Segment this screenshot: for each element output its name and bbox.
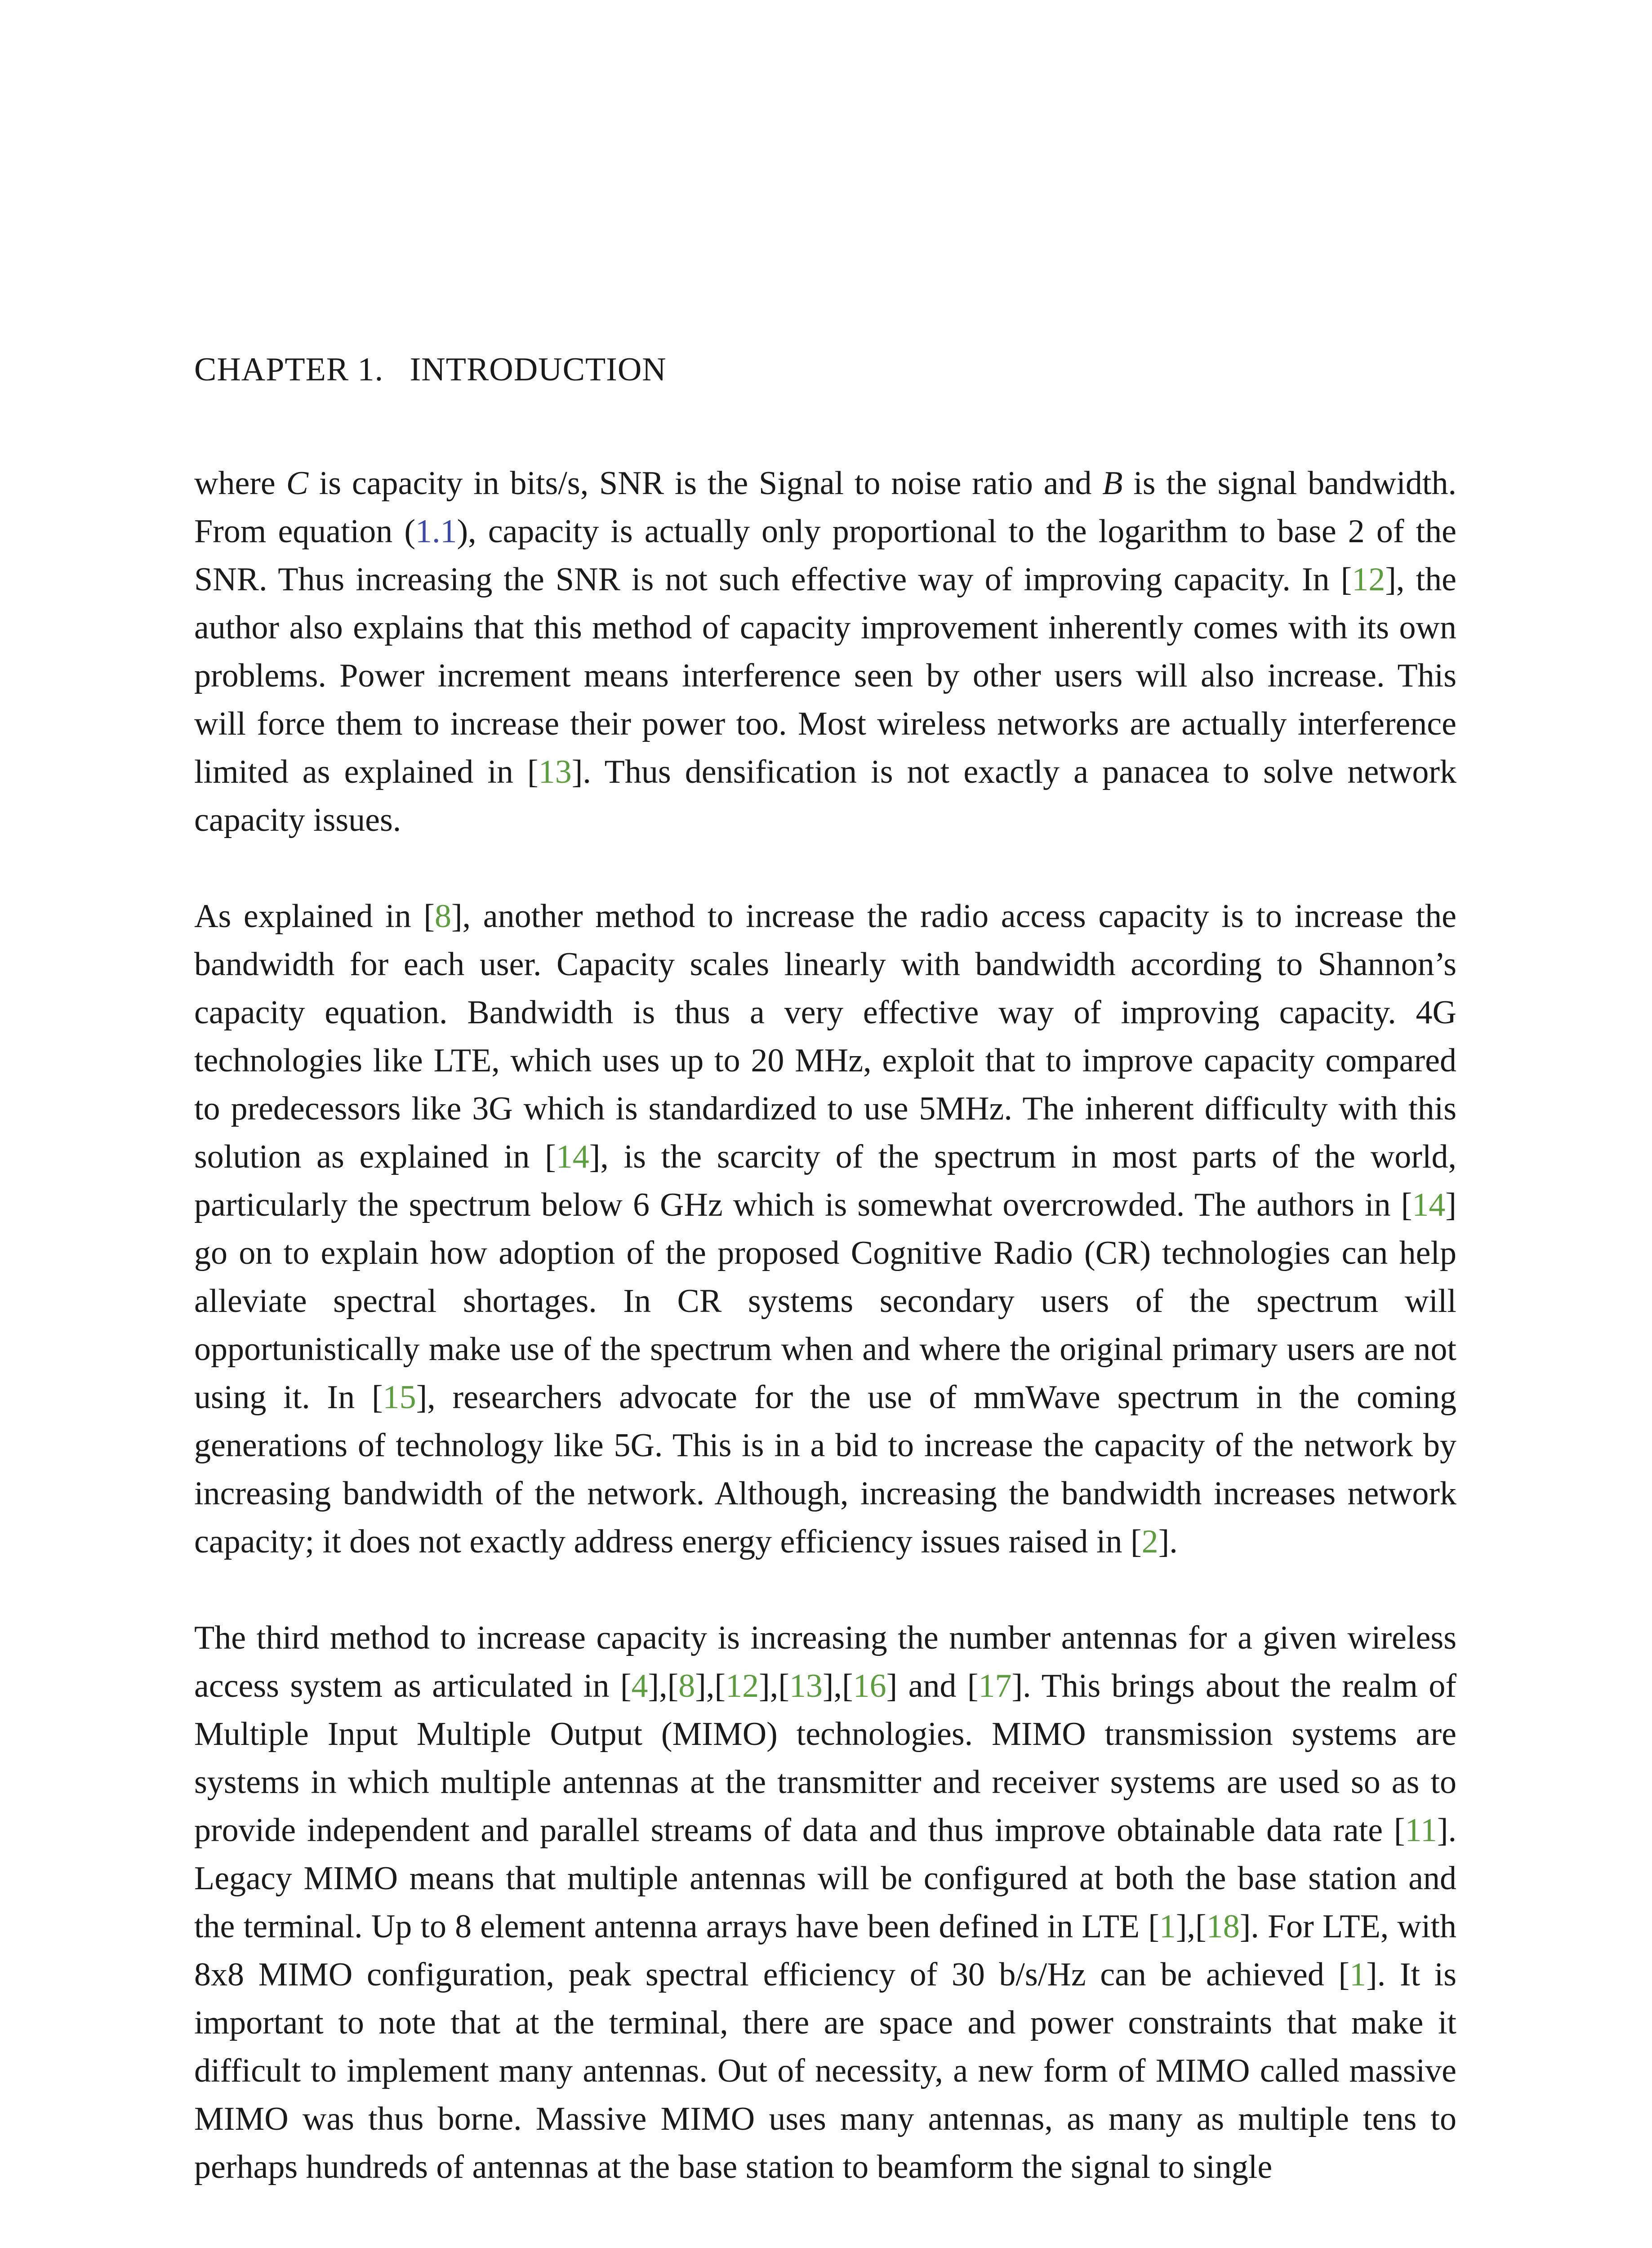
paragraph-text: ], the author also explains that this method of capacity improvement inherently comes with its own problems. Power increment means interference seen by other users will also increase. This will force them to increase their power too. Most wireless networks are actually interference limited as explained in [ — [194, 561, 1456, 790]
paragraph-text: ]. For LTE, with 8x8 MIMO configuration, peak spectral efficiency of 30 b/s/Hz can be achieved [ — [194, 1908, 1456, 1993]
citation-link[interactable]: 13 — [789, 1668, 823, 1704]
citation-link[interactable]: 1 — [1349, 1956, 1367, 1993]
citation-link[interactable]: 1 — [1159, 1908, 1176, 1945]
paragraph-text: As explained in [ — [194, 898, 435, 935]
paragraph-text: ] go on to explain how adoption of the proposed Cognitive Radio (CR) technologies can help alleviate spectral shortages. In CR systems secondary users of the spectrum will opportunistically make use of the spectrum when and where the original primary users are not using it. In [ — [194, 1186, 1456, 1416]
citation-link[interactable]: 16 — [853, 1668, 886, 1704]
paragraph-text: ], researchers advocate for the use of mmWave spectrum in the coming generations of technology like 5G. This is in a bid to increase the capacity of the network by increasing bandwidth of the network. Although, increasing the bandwidth increases network capacity; it does not exactly address energy efficiency issues raised in [ — [194, 1379, 1456, 1560]
paragraph-text: ], another method to increase the radio access capacity is to increase the bandwidth for each user. Capacity scales linearly with bandwidth according to Shannon’s capacity equation. Bandwidth is thus a very effective way of improving capacity. 4G technologies like LTE, which uses up to 20 MHz, exploit that to improve capacity compared to predecessors like 3G which is standardized to use 5MHz. The inherent difficulty with this solution as explained in [ — [194, 898, 1457, 1175]
citation-link[interactable]: 2 — [1141, 1523, 1158, 1560]
math-variable: C — [286, 465, 308, 502]
paragraph-text: ]. It is important to note that at the terminal, there are space and power constraints that make it difficult to implement many antennas. Out of necessity, a new form of MIMO called massive MIMO was thus borne. Massive MIMO uses many antennas, as many as multiple tens to perhaps hundreds of antennas at the base station to beamform the signal to single — [194, 1956, 1456, 2186]
paragraph — [194, 892, 1456, 1566]
citation-link[interactable]: 13 — [538, 754, 572, 790]
paragraph-text: ]. Legacy MIMO means that multiple antennas will be configured at both the base station and the terminal. Up to 8 element antenna arrays have been defined in LTE [ — [194, 1812, 1456, 1945]
citation-link[interactable]: 8 — [434, 898, 451, 935]
paragraph-text: ] and [ — [886, 1668, 979, 1704]
citation-link[interactable]: 12 — [1352, 561, 1385, 598]
paragraph-text: ],[ — [695, 1668, 726, 1704]
paragraph-text: ), capacity is actually only proportional to the logarithm to base 2 of the SNR. Thus increasing the SNR is not such effective way of improving capacity. In [ — [194, 513, 1456, 598]
equation-reference-link[interactable]: 1.1 — [415, 513, 457, 550]
paragraph-text: ],[ — [822, 1668, 853, 1704]
body-text — [194, 459, 1456, 2191]
citation-link[interactable]: 4 — [631, 1668, 648, 1704]
citation-link[interactable]: 12 — [726, 1668, 759, 1704]
running-head: CHAPTER 1. INTRODUCTION — [194, 351, 667, 388]
citation-link[interactable]: 18 — [1206, 1908, 1240, 1945]
paragraph — [194, 459, 1456, 844]
citation-link[interactable]: 14 — [1412, 1186, 1446, 1223]
math-variable: B — [1102, 465, 1123, 502]
paragraph-text: ]. — [1158, 1523, 1178, 1560]
paragraph-text: ]. Thus densification is not exactly a panacea to solve network capacity issues. — [194, 754, 1457, 839]
paragraph-text: ],[ — [759, 1668, 789, 1704]
paragraph-text: ],[ — [648, 1668, 679, 1704]
citation-link[interactable]: 15 — [383, 1379, 416, 1416]
paragraph-text: ]. This brings about the realm of Multiple Input Multiple Output (MIMO) technologies. MIMO transmission systems are systems in which multiple antennas at the transmitter and receiver systems are used so as to provide independent and parallel streams of data and thus improve obtainable data rate [ — [194, 1668, 1456, 1849]
paragraph — [194, 1614, 1456, 2191]
paragraph-text: is capacity in bits/s, SNR is the Signal to noise ratio and — [308, 465, 1103, 502]
citation-link[interactable]: 8 — [678, 1668, 695, 1704]
paragraph-text: The third method to increase capacity is increasing the number antennas for a given wireless access system as articulated in [ — [194, 1619, 1456, 1704]
citation-link[interactable]: 17 — [978, 1668, 1012, 1704]
citation-link[interactable]: 11 — [1405, 1812, 1437, 1849]
paragraph-text: where — [194, 465, 286, 502]
paragraph-text: ],[ — [1176, 1908, 1207, 1945]
citation-link[interactable]: 14 — [556, 1138, 589, 1175]
paragraph-text: ], is the scarcity of the spectrum in most parts of the world, particularly the spectrum below 6 GHz which is somewhat overcrowded. The authors in [ — [194, 1138, 1456, 1223]
paragraph-text: is the signal bandwidth. From equation ( — [194, 465, 1456, 550]
